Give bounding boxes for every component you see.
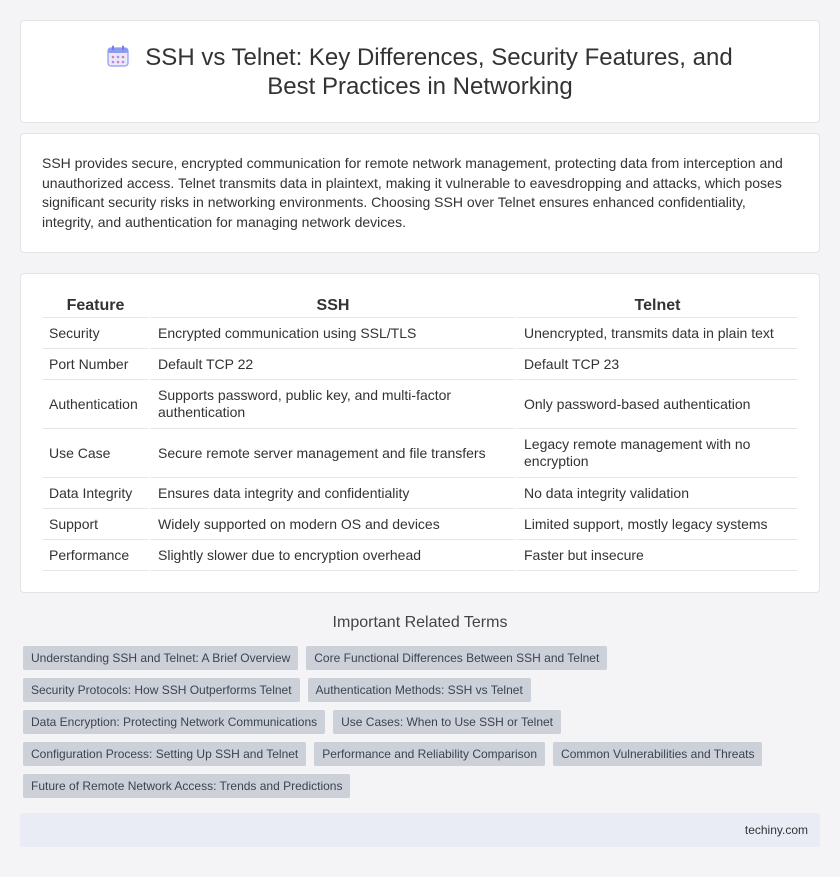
page-title — [81, 43, 759, 101]
table-cell-ssh: Ensures data integrity and confidentiality — [148, 478, 514, 509]
related-term-tag[interactable]: Use Cases: When to Use SSH or Telnet — [333, 710, 561, 734]
table-cell-ssh: Slightly slower due to encryption overhead — [148, 540, 514, 571]
comparison-table — [43, 294, 797, 571]
table-row — [43, 540, 797, 571]
table-header-row — [43, 294, 797, 318]
summary-card — [20, 133, 820, 253]
table-cell-ssh: Widely supported on modern OS and devices — [148, 509, 514, 540]
table-cell-feature: Data Integrity — [43, 478, 148, 509]
related-term-tag[interactable]: Data Encryption: Protecting Network Communications — [23, 710, 325, 734]
table-row — [43, 318, 797, 349]
table-row — [43, 509, 797, 540]
table-cell-feature: Authentication — [43, 380, 148, 429]
title-card — [20, 20, 820, 123]
table-cell-telnet: Default TCP 23 — [514, 349, 797, 380]
related-term-tag[interactable]: Security Protocols: How SSH Outperforms Telnet — [23, 678, 300, 702]
page-title-text: SSH vs Telnet: Key Differences, Security Features, and Best Practices in Networking — [145, 43, 733, 100]
table-cell-feature: Performance — [43, 540, 148, 571]
related-term-tag[interactable]: Authentication Methods: SSH vs Telnet — [308, 678, 531, 702]
related-term-tag[interactable]: Common Vulnerabilities and Threats — [553, 742, 762, 766]
footer — [20, 813, 820, 847]
table-row — [43, 349, 797, 380]
table-row — [43, 478, 797, 509]
table-cell-ssh: Default TCP 22 — [148, 349, 514, 380]
table-cell-feature: Security — [43, 318, 148, 349]
table-row — [43, 380, 797, 429]
related-term-tag[interactable]: Future of Remote Network Access: Trends and Predictions — [23, 774, 350, 798]
table-cell-ssh: Supports password, public key, and multi-factor authentication — [148, 380, 514, 429]
related-term-tag[interactable]: Performance and Reliability Comparison — [314, 742, 545, 766]
table-cell-feature: Use Case — [43, 429, 148, 478]
table-cell-telnet: Limited support, mostly legacy systems — [514, 509, 797, 540]
table-cell-telnet: Legacy remote management with no encryption — [514, 429, 797, 478]
table-cell-feature: Port Number — [43, 349, 148, 380]
related-term-tag[interactable]: Core Functional Differences Between SSH and Telnet — [306, 646, 607, 670]
footer-site-link[interactable]: techiny.com — [744, 823, 808, 837]
related-terms-heading: Important Related Terms — [332, 614, 508, 631]
related-terms-list — [23, 646, 803, 798]
related-term-tag[interactable]: Understanding SSH and Telnet: A Brief Overview — [23, 646, 298, 670]
header-ssh: SSH — [148, 294, 514, 318]
table-cell-telnet: No data integrity validation — [514, 478, 797, 509]
table-cell-telnet: Unencrypted, transmits data in plain text — [514, 318, 797, 349]
table-cell-telnet: Faster but insecure — [514, 540, 797, 571]
table-cell-feature: Support — [43, 509, 148, 540]
table-cell-telnet: Only password-based authentication — [514, 380, 797, 429]
table-row — [43, 429, 797, 478]
table-cell-ssh: Secure remote server management and file transfers — [148, 429, 514, 478]
header-feature: Feature — [43, 294, 148, 318]
calendar-icon — [107, 45, 129, 67]
summary-text: SSH provides secure, encrypted communication for remote network management, protecting data from interception and unauthorized access. Telnet transmits data in plaintext, making it vulnerable to eavesdropping and attacks, which poses significant security risks in networking environments. Choosing SSH over Telnet ensures enhanced confidentiality, integrity, and authentication for managing network devices. — [42, 155, 783, 230]
header-telnet: Telnet — [514, 294, 797, 318]
related-term-tag[interactable]: Configuration Process: Setting Up SSH and Telnet — [23, 742, 306, 766]
table-cell-ssh: Encrypted communication using SSL/TLS — [148, 318, 514, 349]
comparison-table-card — [20, 273, 820, 593]
